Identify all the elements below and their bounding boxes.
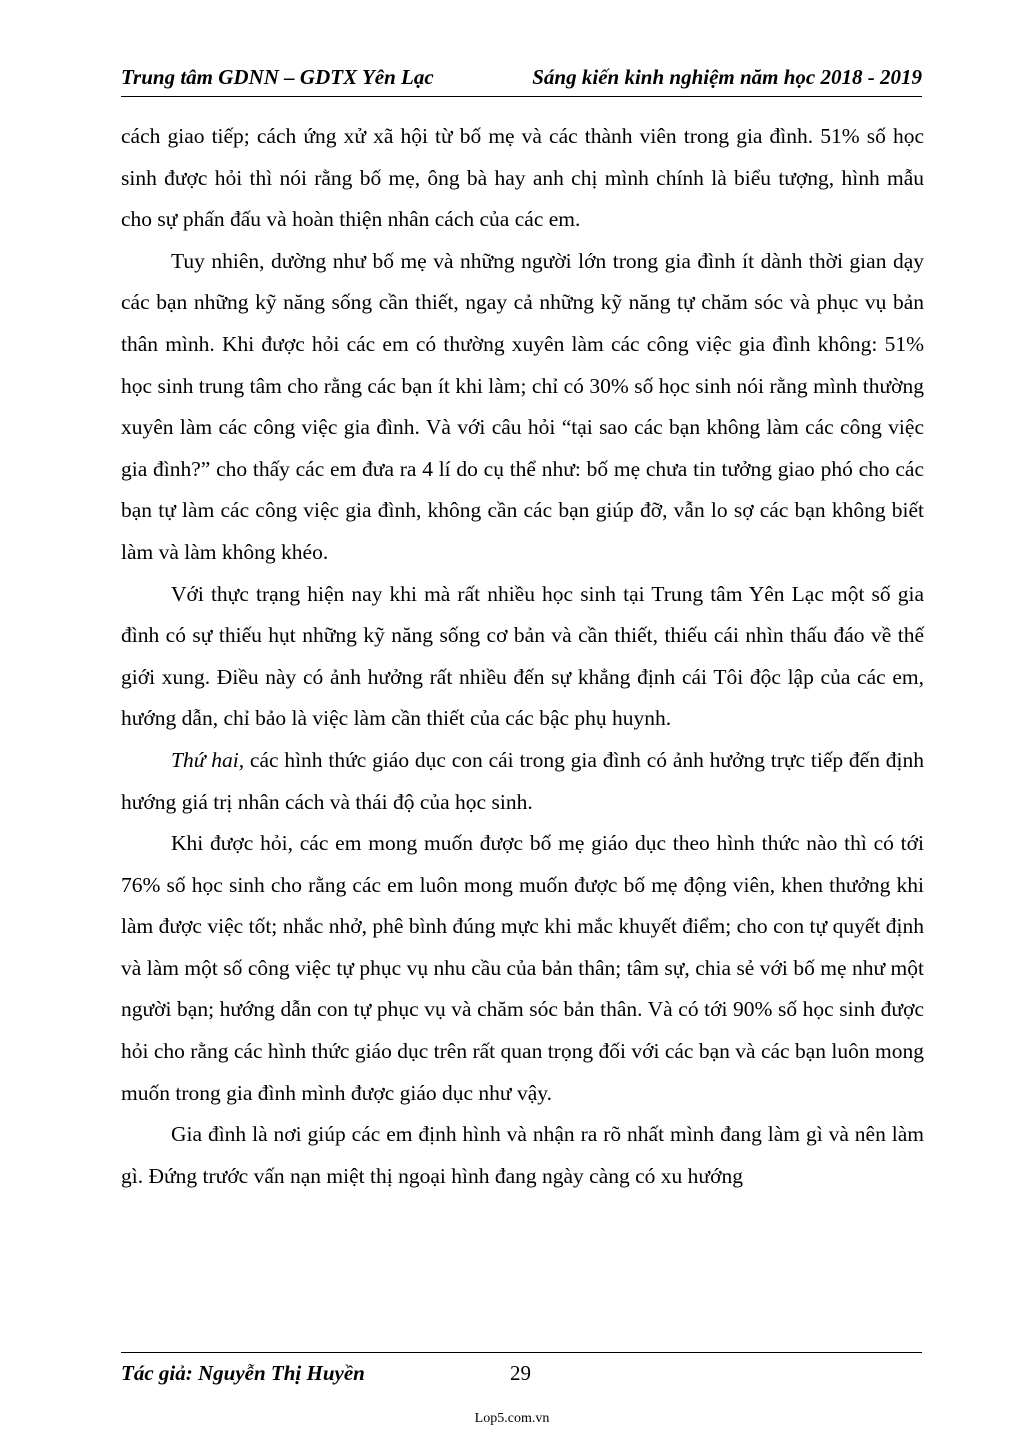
paragraph-4-lead: Thứ hai, xyxy=(171,747,245,772)
watermark-text: Lop5.com.vn xyxy=(474,1411,550,1426)
footer-divider xyxy=(121,1352,922,1353)
paragraph-2: Tuy nhiên, dường như bố mẹ và những người lớn trong gia đình ít dành thời gian dạy các bạn những kỹ năng sống cần thiết, ngay cả những kỹ năng tự chăm sóc và phục vụ bản thân mình. Khi được hỏi các em có thường xuyên làm các công việc gia đình không: 51% học sinh trung tâm cho rằng các bạn ít khi làm; chỉ có 30% số học sinh nói rằng mình thường xuyên làm các công việc gia đình. Và với câu hỏi “tại sao các bạn không làm các công việc gia đình?” cho thấy các em đưa ra 4 lí do cụ thể như: bố mẹ chưa tin tưởng giao phó cho các bạn tự làm các công việc gia đình, không cần các bạn giúp đỡ, vẫn lo sợ các bạn không biết làm và làm không khéo. xyxy=(121,248,924,564)
page-body xyxy=(121,116,924,1197)
paragraph-4-text: các hình thức giáo dục con cái trong gia đình có ảnh hưởng trực tiếp đến định hướng giá trị nhân cách và thái độ của học sinh. xyxy=(121,747,924,814)
paragraph-4 xyxy=(121,740,924,823)
paragraph-5: Khi được hỏi, các em mong muốn được bố mẹ giáo dục theo hình thức nào thì có tới 76% số học sinh cho rằng các em luôn mong muốn được bố mẹ động viên, khen thưởng khi làm được việc tốt; nhắc nhở, phê bình đúng mực khi mắc khuyết điểm; cho con tự quyết định và làm một số công việc tự phục vụ nhu cầu của bản thân; tâm sự, chia sẻ với bố mẹ như một người bạn; hướng dẫn con tự phục vụ và chăm sóc bản thân. Và có tới 90% số học sinh được hỏi cho rằng các hình thức giáo dục trên rất quan trọng đối với các bạn và các bạn luôn mong muốn trong gia đình mình được giáo dục như vậy. xyxy=(121,831,924,1105)
paragraph-6: Gia đình là nơi giúp các em định hình và nhận ra rõ nhất mình đang làm gì và nên làm gì. Đứng trước vấn nạn miệt thị ngoại hình đang ngày càng có xu hướng xyxy=(121,1122,924,1188)
paragraph-3: Với thực trạng hiện nay khi mà rất nhiều học sinh tại Trung tâm Yên Lạc một số gia đình có sự thiếu hụt những kỹ năng sống cơ bản và cần thiết, thiếu cái nhìn thấu đáo về thế giới xung. Điều này có ảnh hưởng rất nhiều đến sự khẳng định cái Tôi độc lập của các em, hướng dẫn, chỉ bảo là việc làm cần thiết của các bậc phụ huynh. xyxy=(121,581,924,731)
header-institution: Trung tâm GDNN – GDTX Yên Lạc xyxy=(121,65,434,89)
footer-author: Tác giả: Nguyễn Thị Huyền xyxy=(121,1361,365,1385)
page-header xyxy=(121,62,922,92)
header-divider xyxy=(121,96,922,97)
paragraph-1: cách giao tiếp; cách ứng xử xã hội từ bố mẹ và các thành viên trong gia đình. 51% số học sinh được hỏi thì nói rằng bố mẹ, ông bà hay anh chị mình chính là biểu tượng, hình mẫu cho sự phấn đấu và hoàn thiện nhân cách của các em. xyxy=(121,124,924,232)
header-title: Sáng kiến kinh nghiệm năm học 2018 - 2019 xyxy=(532,65,922,89)
page-number: 29 xyxy=(510,1361,531,1385)
